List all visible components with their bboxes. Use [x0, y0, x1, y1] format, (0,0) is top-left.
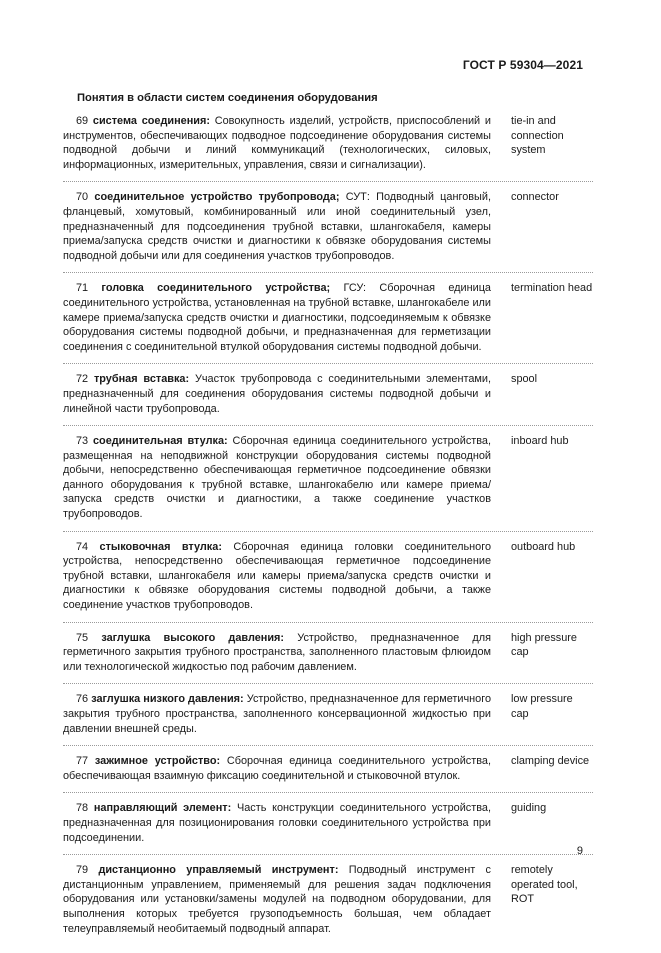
- term-english: low pressure cap: [511, 693, 573, 720]
- term-text: [63, 434, 491, 522]
- term-entry: [63, 190, 593, 273]
- term-entry: [63, 281, 593, 364]
- term-text: [63, 114, 491, 172]
- term-definition: Сборочная единица головки соединительного устройства, непосредственно обеспечивающая герметичное подсоединение трубной вставки, шлангокабеля или камеры приема/запуска средств очистки и диагностики к обвязке оборудования системы подводной добычи, а также соединение участков трубопроводов.: [63, 540, 492, 612]
- term-english: spool: [511, 373, 538, 386]
- term-text: [63, 190, 491, 263]
- term-text: [63, 863, 491, 936]
- term-english: high pressure cap: [511, 631, 577, 659]
- term-name: направляющий элемент:: [93, 802, 232, 815]
- term-text: [63, 631, 491, 675]
- term-text: [63, 540, 491, 613]
- term-number: 75: [76, 631, 89, 644]
- term-english: termination head: [511, 282, 593, 295]
- term-entry: [63, 434, 593, 532]
- term-entry: [63, 863, 593, 945]
- term-definition: Подводный инструмент с дистанционным управлением, применяемый для решения задач подключения оборудования или установки/замены модулей на подводном оборудовании, для выполнения которых требуется грузоподъемность большая, чем обладает телеуправляемый необитаемый подводный аппарат.: [63, 864, 491, 935]
- term-english: connector: [511, 191, 559, 204]
- term-english: remotely operated tool, ROT: [511, 864, 578, 906]
- term-definition: Устройство, предназначенное для герметичного закрытия трубного пространства, заполненного пластовым флюидом или технологической жидкостью под рабочим давлением.: [63, 631, 492, 673]
- term-english: inboard hub: [511, 435, 569, 448]
- term-name: заглушка высокого давления:: [101, 631, 285, 644]
- term-entry: [63, 540, 593, 623]
- term-number: 69: [76, 115, 89, 127]
- term-text: [63, 801, 491, 845]
- term-name: соединительное устройство трубопровода;: [94, 191, 340, 204]
- page-number: 9: [576, 845, 583, 857]
- term-name: соединительная втулка:: [93, 435, 228, 448]
- term-definition: Совокупность изделий, устройств, приспособлений и инструментов, обеспечивающих подводное подсоединение оборудования системы подводной добычи и линий коммуникаций (технологических, силовых, информационных, измерительных, управления, связи и сигнализации).: [63, 115, 491, 171]
- term-number: 74: [76, 540, 89, 553]
- term-entry: [63, 801, 593, 855]
- term-definition: ГСУ: Сборочная единица соединительного устройства, установленная на трубной вставке, шлангокабеле или камере приема/запуска средств очистки и диагностики, подсоединяемым к обвязке оборудования системы подводной добычи, и предназначенная для герметизации соединения с соединительной втулкой оборудования системы подводной добычи.: [63, 282, 491, 353]
- terms-list: [63, 114, 593, 953]
- term-name: дистанционно управляемый инструмент:: [98, 864, 339, 877]
- term-english: outboard hub: [511, 540, 576, 553]
- term-english: clamping device: [511, 755, 590, 768]
- term-name: система соединения:: [92, 115, 210, 127]
- term-definition: Сборочная единица соединительного устройства, обеспечивающая взаимную фиксацию соединительной и стыковочной втулок.: [63, 755, 491, 782]
- term-number: 70: [76, 191, 89, 204]
- term-text: [63, 692, 491, 736]
- term-entry: [63, 114, 593, 182]
- term-number: 72: [76, 373, 89, 386]
- term-definition: Устройство, предназначенное для герметичного закрытия трубного пространства, заполненного консервационной жидкостью при давлении внешней среды.: [63, 693, 491, 735]
- term-english: guiding: [511, 802, 547, 815]
- term-text: [63, 372, 491, 416]
- term-definition: Участок трубопровода с соединительными элементами, предназначенный для соединения оборудования системы подводной добычи и линейной части трубопровода.: [63, 373, 492, 415]
- term-text: [63, 754, 491, 783]
- term-english: tie-in and connection system: [511, 115, 564, 157]
- term-definition: Сборочная единица соединительного устройства, размещенная на неподвижной конструкции оборудования системы подводной добычи, непосредственно обеспечивающая герметичное подсоединение обвязки данного оборудования к трубной вставке, шлангокабелю или камере приема/запуска средств очистки и диагностики, а также соединение участков трубопроводов.: [63, 435, 492, 521]
- term-number: 79: [76, 864, 89, 877]
- term-entry: [63, 754, 593, 793]
- term-entry: [63, 692, 593, 746]
- term-number: 71: [76, 282, 89, 295]
- term-name: трубная вставка:: [93, 373, 190, 386]
- term-definition: СУТ: Подводный цанговый, фланцевый, хомутовый, комбинированный или иной соединительный узел, предназначенный для подсоединения трубной вставки, шлангокабеля, камеры приема/запуска средств очистки и диагностики к обвязке оборудования системы подводной добычи или для соединения участков трубопроводов.: [63, 191, 491, 262]
- term-number: 76: [76, 693, 89, 706]
- term-definition: Часть конструкции соединительного устройства, предназначенная для позиционирования головки соединительного устройства при подсоединении.: [63, 802, 491, 844]
- term-name: стыковочная втулка:: [99, 540, 222, 553]
- term-entry: [63, 372, 593, 426]
- term-name: зажимное устройство:: [94, 755, 221, 768]
- term-entry: [63, 631, 593, 685]
- term-number: 77: [76, 755, 89, 768]
- term-name: заглушка низкого давления:: [91, 693, 244, 706]
- standard-header: ГОСТ Р 59304—2021: [462, 58, 583, 72]
- term-number: 78: [76, 802, 89, 815]
- term-text: [63, 281, 491, 354]
- section-title: Понятия в области систем соединения оборудования: [77, 92, 378, 104]
- term-number: 73: [76, 435, 89, 448]
- term-name: головка соединительного устройства;: [101, 282, 331, 295]
